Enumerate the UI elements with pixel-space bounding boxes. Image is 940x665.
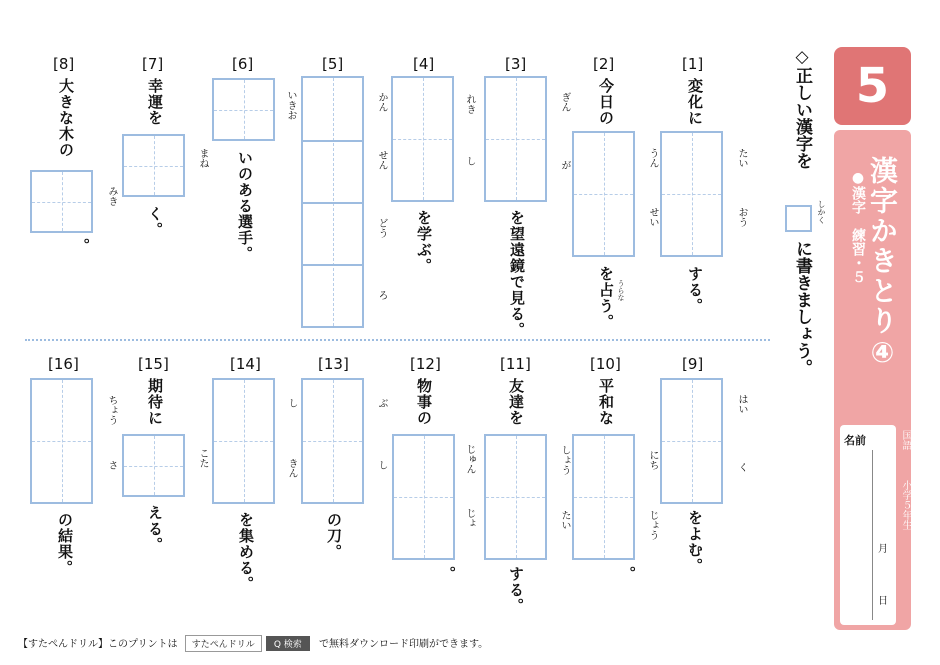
reading-hint: じょ xyxy=(464,508,475,528)
reading-hint: じょう xyxy=(647,510,658,540)
answer-box[interactable] xyxy=(660,378,723,504)
reading-hint: まね xyxy=(197,148,208,168)
answer-box[interactable] xyxy=(660,131,723,257)
question-after-text: 。 xyxy=(619,566,637,582)
row-divider xyxy=(25,339,770,341)
question-after-text: く。 xyxy=(146,206,164,238)
question-before-text: 友達を xyxy=(507,378,525,426)
worksheet-title: 漢字かきとり④ xyxy=(866,156,899,371)
answer-box[interactable] xyxy=(484,76,547,202)
sample-answer-box xyxy=(785,205,812,232)
reading-hint: ぶ xyxy=(376,398,387,408)
answer-box[interactable] xyxy=(212,378,275,504)
question-after-text: する。 xyxy=(686,266,704,314)
reading-hint: おう xyxy=(736,207,747,227)
reading-hint: ぎん xyxy=(559,92,570,112)
reading-hint: さ xyxy=(106,460,117,470)
reading-hint: し xyxy=(286,398,297,408)
question-number: [6] xyxy=(232,55,254,73)
reading-hint: どう xyxy=(376,218,387,238)
reading-hint: こた xyxy=(197,448,208,468)
reading-hint: し xyxy=(464,156,475,166)
instruction-part2: に書きましょう。 xyxy=(792,240,812,376)
question-after-text: える。 xyxy=(146,505,164,553)
search-button[interactable]: Q 検索 xyxy=(266,636,310,651)
reading-hint: みき xyxy=(106,186,117,206)
grade-label: 小学５年生 xyxy=(900,480,911,530)
reading-hint: ろ xyxy=(376,290,387,300)
reading-hint: し xyxy=(376,460,387,470)
question-before-text: 変化に xyxy=(686,78,704,126)
reading-hint: せい xyxy=(647,207,658,227)
question-after-text: の結果。 xyxy=(56,512,74,576)
question-after-text: をよむ。 xyxy=(686,510,704,574)
answer-box[interactable] xyxy=(484,434,547,560)
question-number: [10] xyxy=(590,355,621,373)
answer-box[interactable] xyxy=(572,434,635,560)
worksheet-category: ●漢字 練習・５ xyxy=(850,170,866,284)
question-after-text: の刀。 xyxy=(325,512,343,560)
reading-hint: たい xyxy=(559,510,570,530)
answer-box[interactable] xyxy=(572,131,635,257)
question-after-text: 。 xyxy=(439,566,457,582)
question-number: [5] xyxy=(322,55,344,73)
name-line xyxy=(872,450,873,620)
question-number: [12] xyxy=(410,355,441,373)
reading-hint: しょう xyxy=(559,445,570,475)
footer xyxy=(18,635,488,652)
question-before-text: 期待に xyxy=(146,378,164,426)
reading-hint: はい xyxy=(736,394,747,414)
question-before-text: 物事の xyxy=(415,378,433,426)
answer-box[interactable] xyxy=(301,76,364,328)
reading-hint: たい xyxy=(736,148,747,168)
furigana: うらな xyxy=(617,280,625,301)
instruction-part1: ◇正しい漢字を xyxy=(792,47,812,169)
question-after-text: を集める。 xyxy=(237,512,255,592)
unit-number: 5 xyxy=(834,47,911,125)
answer-box[interactable] xyxy=(212,78,275,141)
day-label: 日 xyxy=(878,596,888,607)
question-number: [11] xyxy=(500,355,531,373)
question-after-text: する。 xyxy=(507,566,525,614)
answer-box[interactable] xyxy=(392,434,455,560)
reading-hint: にち xyxy=(647,450,658,470)
answer-box[interactable] xyxy=(391,76,454,202)
question-number: [13] xyxy=(318,355,349,373)
question-after-text: 。 xyxy=(73,238,91,254)
question-number: [9] xyxy=(682,355,704,373)
answer-box[interactable] xyxy=(122,434,185,497)
answer-box[interactable] xyxy=(122,134,185,197)
question-number: [7] xyxy=(142,55,164,73)
question-after-text: を学ぶ。 xyxy=(415,210,433,274)
question-number: [14] xyxy=(230,355,261,373)
question-after-text: いのある選手。 xyxy=(236,150,254,262)
reading-hint: じゅん xyxy=(464,444,475,474)
reading-hint: が xyxy=(559,160,570,170)
question-number: [4] xyxy=(413,55,435,73)
subject-label: 国語 xyxy=(900,430,911,450)
name-label: 名前 xyxy=(844,434,866,447)
question-before-text: 今日の xyxy=(597,78,615,126)
question-before-text: 幸運を xyxy=(146,78,164,126)
reading-hint: かん xyxy=(376,92,387,112)
answer-box[interactable] xyxy=(30,378,93,504)
question-number: [15] xyxy=(138,355,169,373)
question-number: [2] xyxy=(593,55,615,73)
question-before-text: 大きな木の xyxy=(57,78,75,158)
reading-hint: うん xyxy=(647,148,658,168)
footer-suffix: で無料ダウンロード印刷ができます。 xyxy=(318,639,489,650)
question-number: [8] xyxy=(53,55,75,73)
reading-hint: れき xyxy=(464,94,475,114)
answer-box[interactable] xyxy=(30,170,93,233)
question-after-text: を占う。 xyxy=(597,266,615,330)
sample-reading: しかく xyxy=(817,200,826,224)
answer-box[interactable] xyxy=(301,378,364,504)
search-input[interactable]: すたぺんドリル xyxy=(185,635,262,652)
question-before-text: 平和な xyxy=(597,378,615,426)
footer-prefix: 【すたぺんドリル】このプリントは xyxy=(18,639,178,650)
reading-hint: く xyxy=(736,462,747,472)
reading-hint: せん xyxy=(376,150,387,170)
reading-hint: いきお xyxy=(285,90,296,120)
reading-hint: ちょう xyxy=(106,395,117,425)
month-label: 月 xyxy=(878,544,888,555)
question-number: [16] xyxy=(48,355,79,373)
question-number: [3] xyxy=(505,55,527,73)
question-number: [1] xyxy=(682,55,704,73)
question-after-text: を望遠鏡で見る。 xyxy=(508,210,526,338)
reading-hint: きん xyxy=(286,458,297,478)
